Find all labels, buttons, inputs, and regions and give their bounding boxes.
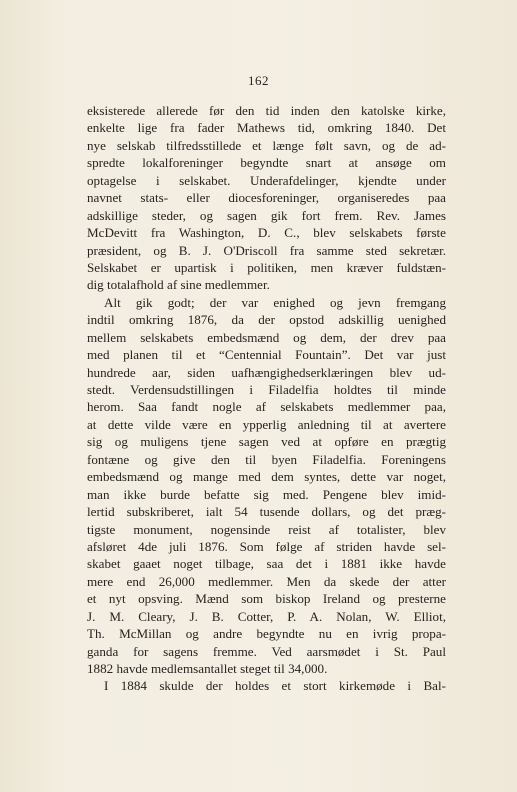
text-line: præsident, og B. J. O'Driscoll fra samme sted sekretær. (87, 242, 446, 258)
text-line: McDevitt fra Washington, D. C., blev selskabets første (87, 225, 446, 241)
text-line: I 1884 skulde der holdes et stort kirkemøde i Bal- (104, 678, 446, 694)
page-number: 162 (248, 73, 269, 88)
text-line: man ikke burde befatte sig med. Pengene blev imid- (87, 486, 446, 502)
text-line: lertid subskriberet, ialt 54 tusende dollars, og det præg- (87, 504, 446, 520)
text-line: eksisterede allerede før den tid inden den katolske kirke, (87, 103, 446, 118)
text-line: fontæne og give den til byen Filadelfia. Foreningens (87, 451, 446, 467)
text-line: dig totalafhold af sine medlemmer. (87, 277, 270, 293)
text-line: J. M. Cleary, J. B. Cotter, P. A. Nolan, W. Elliot, (87, 608, 446, 624)
text-line: Alt gik godt; der var enighed og jevn fremgang (104, 294, 446, 310)
text-line: herom. Saa fandt nogle af selskabets medlemmer paa, (87, 399, 446, 415)
text-line: indtil omkring 1876, da der opstod adskillig uenighed (87, 312, 446, 328)
text-line: navnet stats- eller diocesforeninger, organiseredes paa (87, 190, 446, 206)
text-line: adskillige steder, og sagen gik fort frem. Rev. James (87, 207, 446, 223)
text-line: stedt. Verdensudstillingen i Filadelfia holdtes til minde (87, 382, 446, 397)
text-line: skabet gaaet noget tilbage, saa det i 1881 ikke havde (87, 556, 446, 572)
text-line: 1882 havde medlemsantallet steget til 34,000. (87, 661, 328, 676)
text-line: sig og muligens tjene sagen ved at opføre en prægtig (87, 434, 446, 450)
text-line: optagelse i selskabet. Underafdelinger, kjendte under (87, 172, 446, 188)
text-line: nye selskab tilfredsstillede et længe følt savn, og de ad- (87, 137, 446, 153)
text-line: mellem selskabets embedsmænd og dem, der drev paa (87, 329, 446, 345)
text-line: afsløret 4de juli 1876. Som følge af striden havde sel- (87, 538, 446, 554)
text-line: et nyt opsving. Mænd som biskop Ireland og presterne (87, 591, 446, 607)
text-line: spredte lokalforeninger begyndte snart at ansøge om (87, 155, 446, 171)
text-line: med planen til et “Centennial Fountain”. Det var just (87, 347, 446, 363)
text-line: hundrede aar, siden uafhængighedserklæringen blev ud- (87, 364, 446, 380)
text-line: tigste monument, nogensinde reist af totalister, blev (87, 521, 446, 537)
text-line: Selskabet er upartisk i politiken, men kræver fuldstæn- (87, 259, 446, 275)
text-line: embedsmænd og mange med dem syntes, dette var noget, (87, 469, 446, 485)
text-line: mere end 26,000 medlemmer. Men da skede der atter (87, 573, 446, 589)
text-line: Th. McMillan og andre begyndte nu en ivrig propa- (87, 626, 446, 642)
body-text (87, 102, 446, 695)
text-line: enkelte lige fra fader Mathews tid, omkring 1840. Det (87, 120, 446, 136)
text-line: at dette vilde være en ypperlig anledning til at avertere (87, 416, 446, 432)
text-line: ganda for sagens fremme. Ved aarsmødet i St. Paul (87, 643, 446, 659)
